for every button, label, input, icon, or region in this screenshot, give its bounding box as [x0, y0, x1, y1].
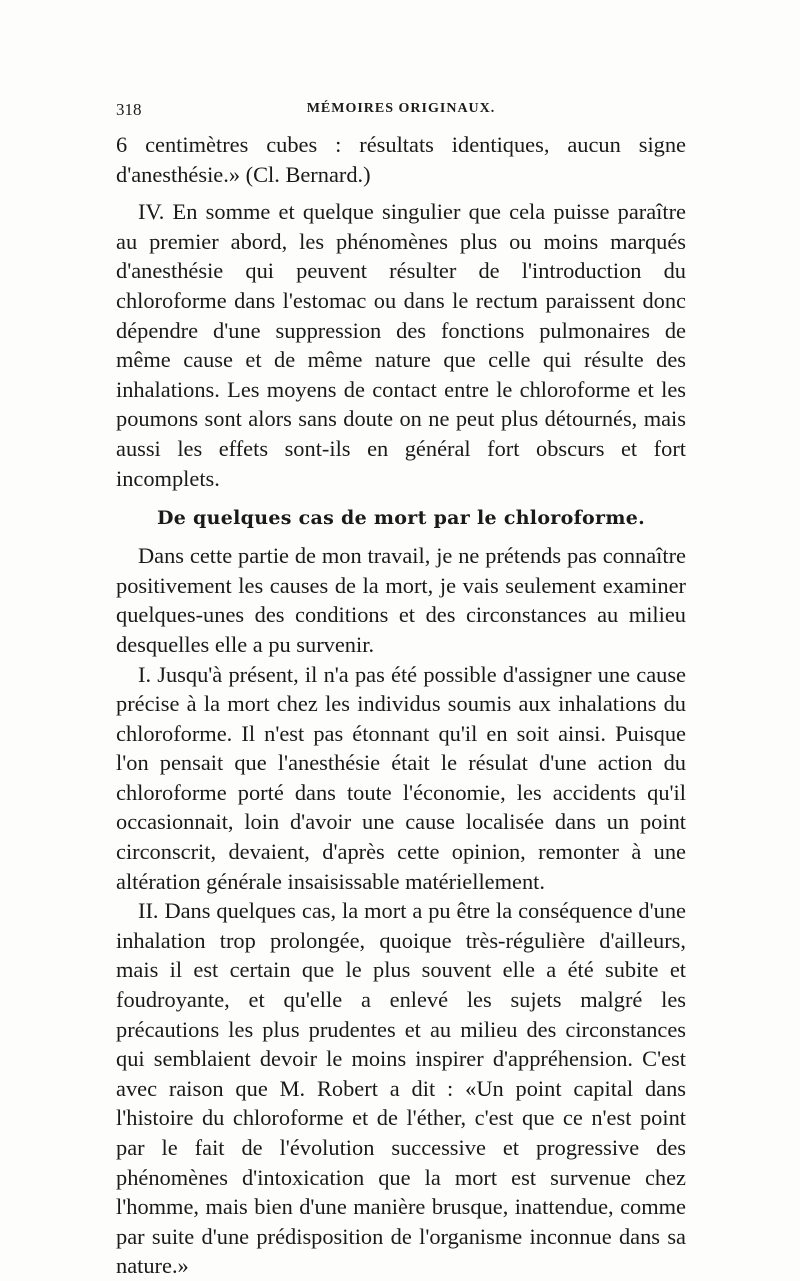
section-heading: De quelques cas de mort par le chloroforme. [156, 507, 646, 530]
page-header [116, 100, 686, 122]
page-number: 318 [116, 100, 142, 119]
paragraph-quote-end: 6 centimètres cubes : résultats identiques, aucun signe d'anesthésie.» (Cl. Bernard.) [116, 132, 686, 187]
running-head: MÉMOIRES ORIGINAUX. [306, 101, 496, 116]
paragraph-section-iv: IV. En somme et quelque singulier que cela puisse paraître au premier abord, les phénomènes plus ou moins marqués d'anesthésie qui peuvent résulter de l'introduction du chloroforme dans l'estomac ou dans le rectum paraissent donc dépendre d'une suppression des fonctions pulmonaires de même cause et de même nature que celle qui résulte des inhalations. Les moyens de contact entre le chloroforme et les poumons sont alors sans doute on ne peut plus détournés, mais aussi les effets sont-ils en général fort obscurs et fort incomplets. [116, 199, 686, 491]
paragraph-point-i: I. Jusqu'à présent, il n'a pas été possible d'assigner une cause précise à la mort chez les individus soumis aux inhalations du chloroforme. Il n'est pas étonnant qu'il en soit ainsi. Puisque l'on pensait que l'anesthésie était le résulat d'une action du chloroforme porté dans toute l'économie, les accidents qu'il occasionnait, loin d'avoir une cause localisée dans un point circonscrit, devaient, d'après cette opinion, remonter à une altération générale insaisissable matériellement. [116, 661, 686, 894]
paragraph-intro: Dans cette partie de mon travail, je ne prétends pas connaître positivement les causes de la mort, je vais seulement examiner quelques-unes des conditions et des circonstances au milieu desquelles elle a pu survenir. [116, 543, 686, 657]
paragraph-point-ii: II. Dans quelques cas, la mort a pu être la conséquence d'une inhalation trop prolongée, quoique très-régulière d'ailleurs, mais il est certain que le plus souvent elle a été subite et foudroyante, et qu'elle a enlevé les sujets malgré les précautions les plus prudentes et au milieu des circonstances qui semblaient devoir le moins inspirer d'appréhension. C'est avec raison que M. Robert a dit : «Un point capital dans l'histoire du chloroforme et de l'éther, c'est que ce n'est point par le fait de l'évolution successive et progressive des phénomènes d'intoxication que la mort est survenue chez l'homme, mais bien d'une manière brusque, inattendue, comme par suite d'une prédisposition de l'organisme inconnue dans sa nature.» [116, 898, 686, 1279]
book-page [116, 100, 686, 1281]
